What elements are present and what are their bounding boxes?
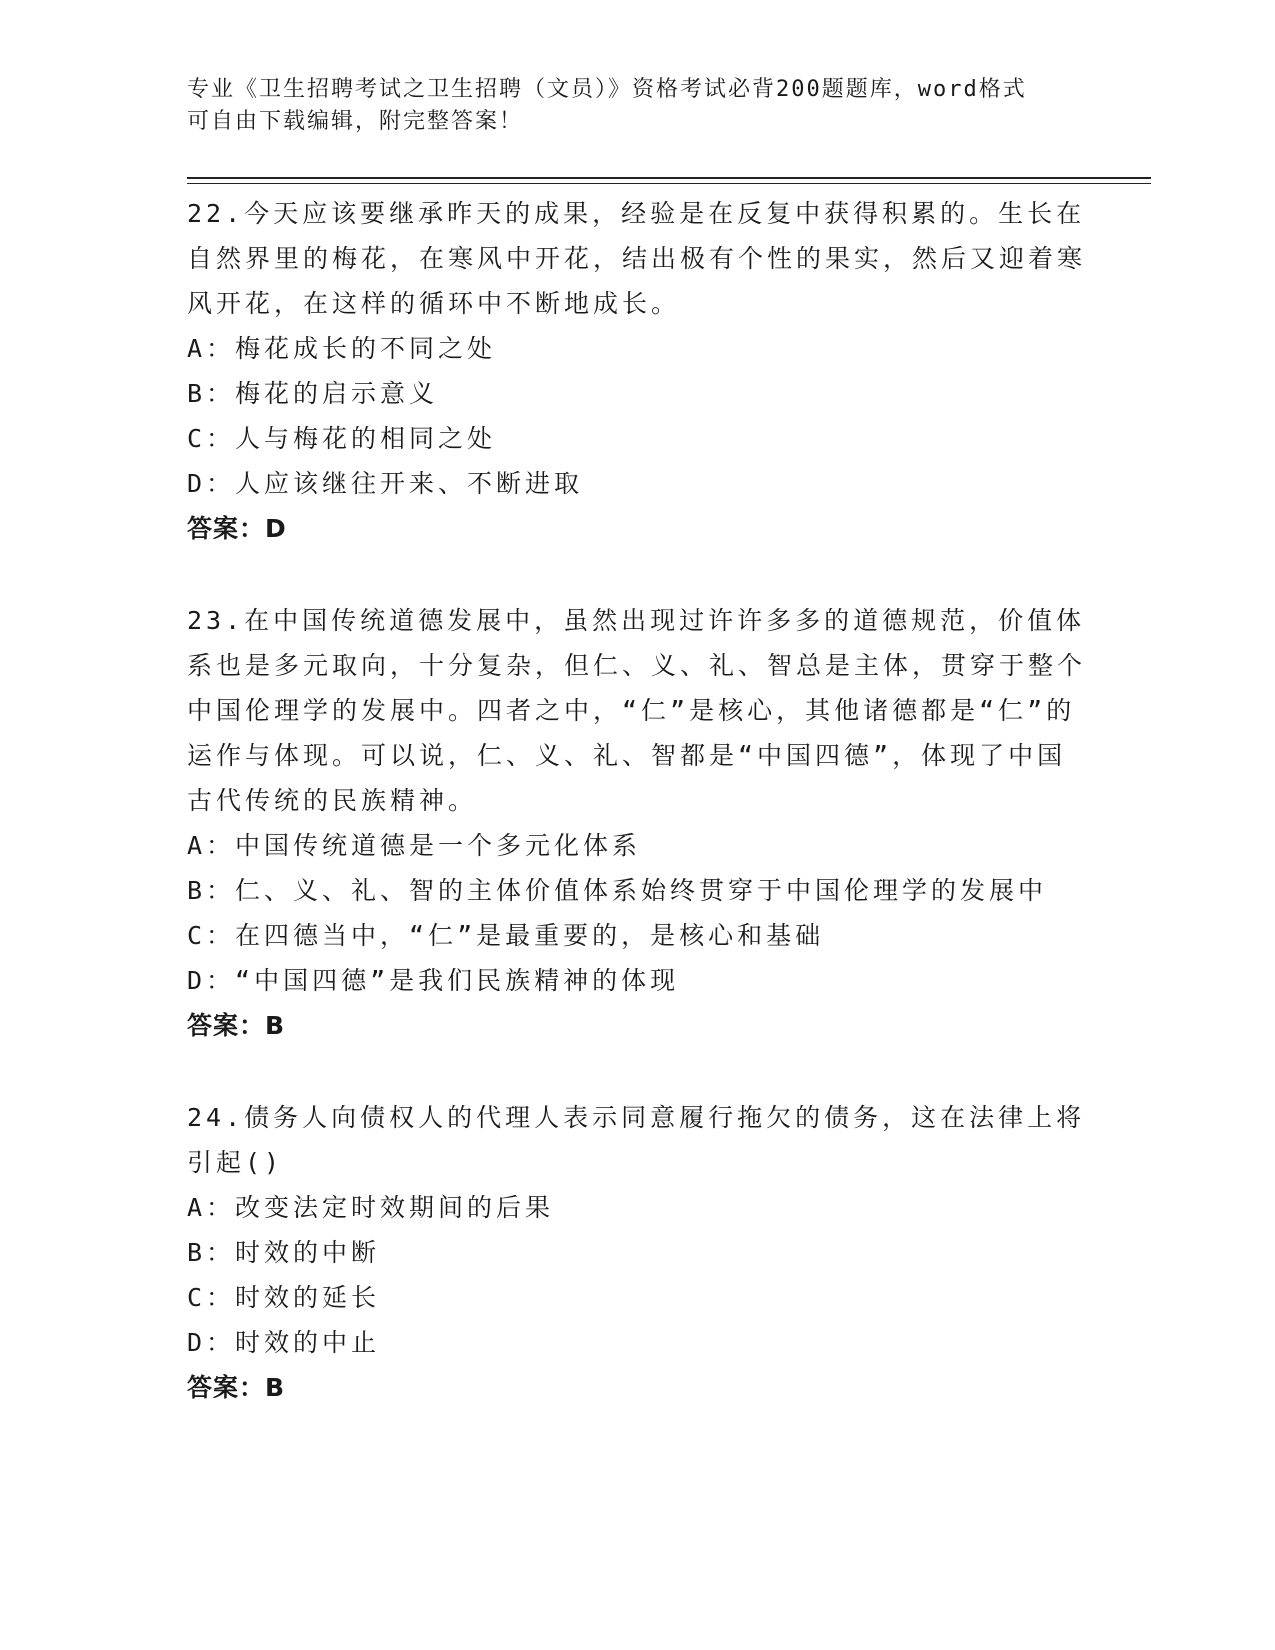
answer-label: 答案：: [187, 1011, 266, 1040]
option-b: B：时效的中断: [187, 1238, 381, 1267]
header-divider-thick: [187, 177, 1151, 179]
question-stem: 23.在中国传统道德发展中，虽然出现过许许多多的道德规范，价值体系也是多元取向，十分复杂，但仁、义、礼、智总是主体，贯穿于整个中国伦理学的发展中。四者之中，“仁”是核心，其他诸德都是“仁”的运作与体现。可以说，仁、义、礼、智都是“中国四德”，体现了中国古代传统的民族精神。: [187, 606, 1087, 815]
option-c: C：在四德当中，“仁”是最重要的，是核心和基础: [187, 921, 825, 950]
option-d: D：“中国四德”是我们民族精神的体现: [187, 966, 680, 995]
question-22: [187, 191, 1087, 551]
option-c: C：人与梅花的相同之处: [187, 424, 497, 453]
answer-label: 答案：: [187, 514, 266, 543]
option-b: B：梅花的启示意义: [187, 379, 439, 408]
option-d: D：人应该继往开来、不断进取: [187, 469, 584, 498]
answer-label: 答案：: [187, 1373, 266, 1402]
question-list: [187, 191, 1087, 1457]
answer-value: D: [265, 514, 286, 543]
question-23: [187, 598, 1087, 1048]
option-a: A：梅花成长的不同之处: [187, 334, 497, 363]
header-title-line-1: 专业《卫生招聘考试之卫生招聘（文员）》资格考试必背200题题库，word格式: [187, 77, 1027, 102]
answer-value: B: [265, 1011, 285, 1040]
question-24: [187, 1095, 1087, 1410]
header-divider-thin: [187, 183, 1151, 184]
answer-value: B: [265, 1373, 285, 1402]
answer-line: [187, 506, 1087, 551]
document-header: [187, 74, 1067, 138]
answer-line: [187, 1003, 1087, 1048]
answer-line: [187, 1365, 1087, 1410]
option-a: A：中国传统道德是一个多元化体系: [187, 831, 642, 860]
question-stem: 24.债务人向债权人的代理人表示同意履行拖欠的债务，这在法律上将引起(): [187, 1103, 1086, 1177]
option-b: B：仁、义、礼、智的主体价值体系始终贯穿于中国伦理学的发展中: [187, 876, 1048, 905]
header-title-line-2: 可自由下载编辑，附完整答案！: [187, 109, 524, 134]
option-d: D：时效的中止: [187, 1328, 381, 1357]
option-c: C：时效的延长: [187, 1283, 381, 1312]
question-stem: 22.今天应该要继承昨天的成果，经验是在反复中获得积累的。生长在自然界里的梅花，在寒风中开花，结出极有个性的果实，然后又迎着寒风开花，在这样的循环中不断地成长。: [187, 199, 1087, 318]
option-a: A：改变法定时效期间的后果: [187, 1193, 555, 1222]
